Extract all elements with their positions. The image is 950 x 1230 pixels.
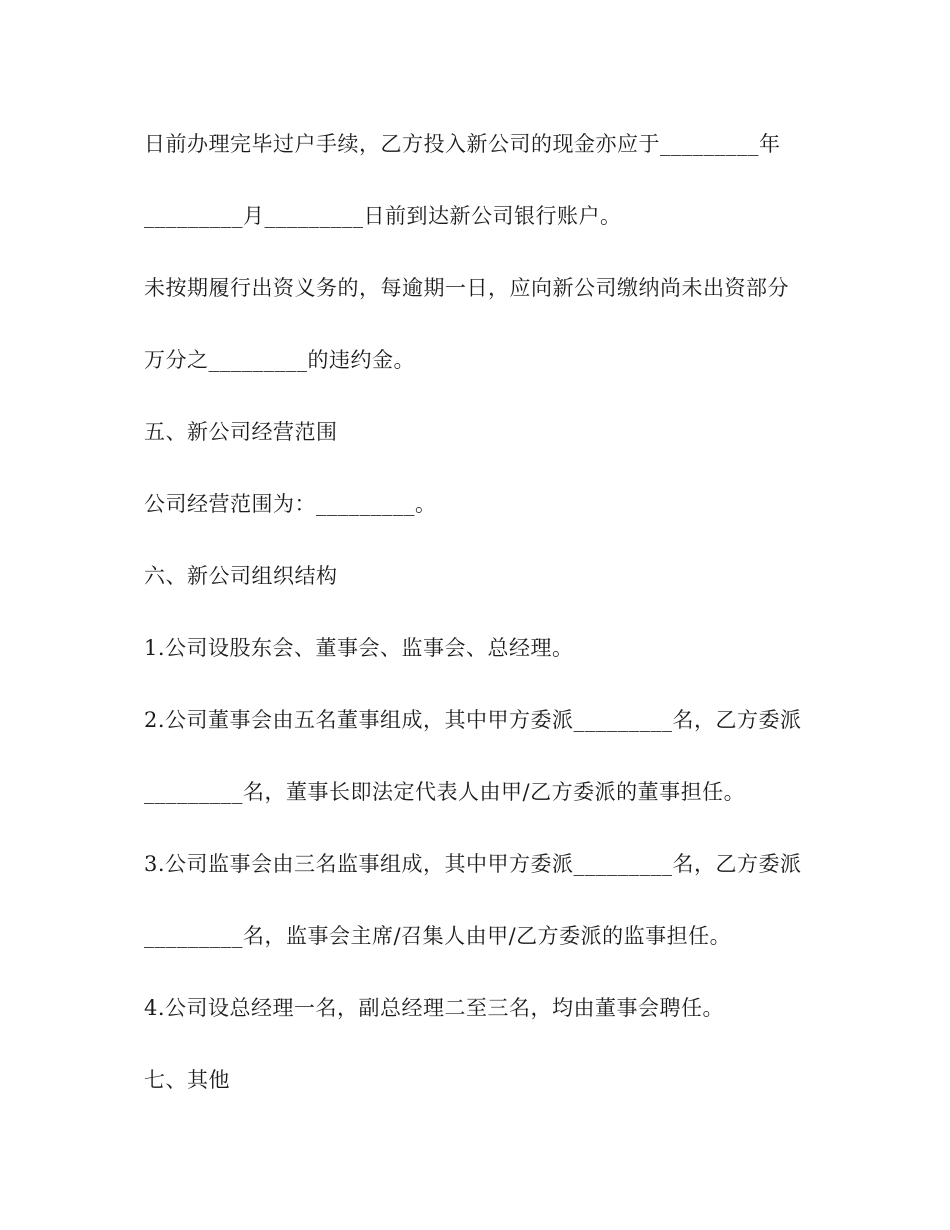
paragraph-line: 万分之_________的违约金。 [144,348,415,372]
section-heading-other: 七、其他 [144,1068,230,1092]
list-item: 4.公司设总经理一名，副总经理二至三名，均由董事会聘任。 [144,996,725,1020]
paragraph-line: 未按期履行出资义务的，每逾期一日，应向新公司缴纳尚未出资部分 [144,276,789,300]
paragraph-line: 日前办理完毕过户手续，乙方投入新公司的现金亦应于_________年 [144,132,781,156]
section-heading-organization: 六、新公司组织结构 [144,564,338,588]
list-item: 1.公司设股东会、董事会、监事会、总经理。 [144,636,574,660]
list-item-continuation: _________名，监事会主席/召集人由甲/乙方委派的监事担任。 [144,924,732,948]
section-heading-business-scope: 五、新公司经营范围 [144,420,338,444]
paragraph-line: _________月_________日前到达新公司银行账户。 [144,204,622,228]
paragraph-line: 公司经营范围为：_________。 [144,492,437,516]
list-item-continuation: _________名，董事长即法定代表人由甲/乙方委派的董事担任。 [144,780,746,804]
list-item: 3.公司监事会由三名监事组成，其中甲方委派_________名，乙方委派 [144,852,802,876]
list-item: 2.公司董事会由五名董事组成，其中甲方委派_________名，乙方委派 [144,708,802,732]
